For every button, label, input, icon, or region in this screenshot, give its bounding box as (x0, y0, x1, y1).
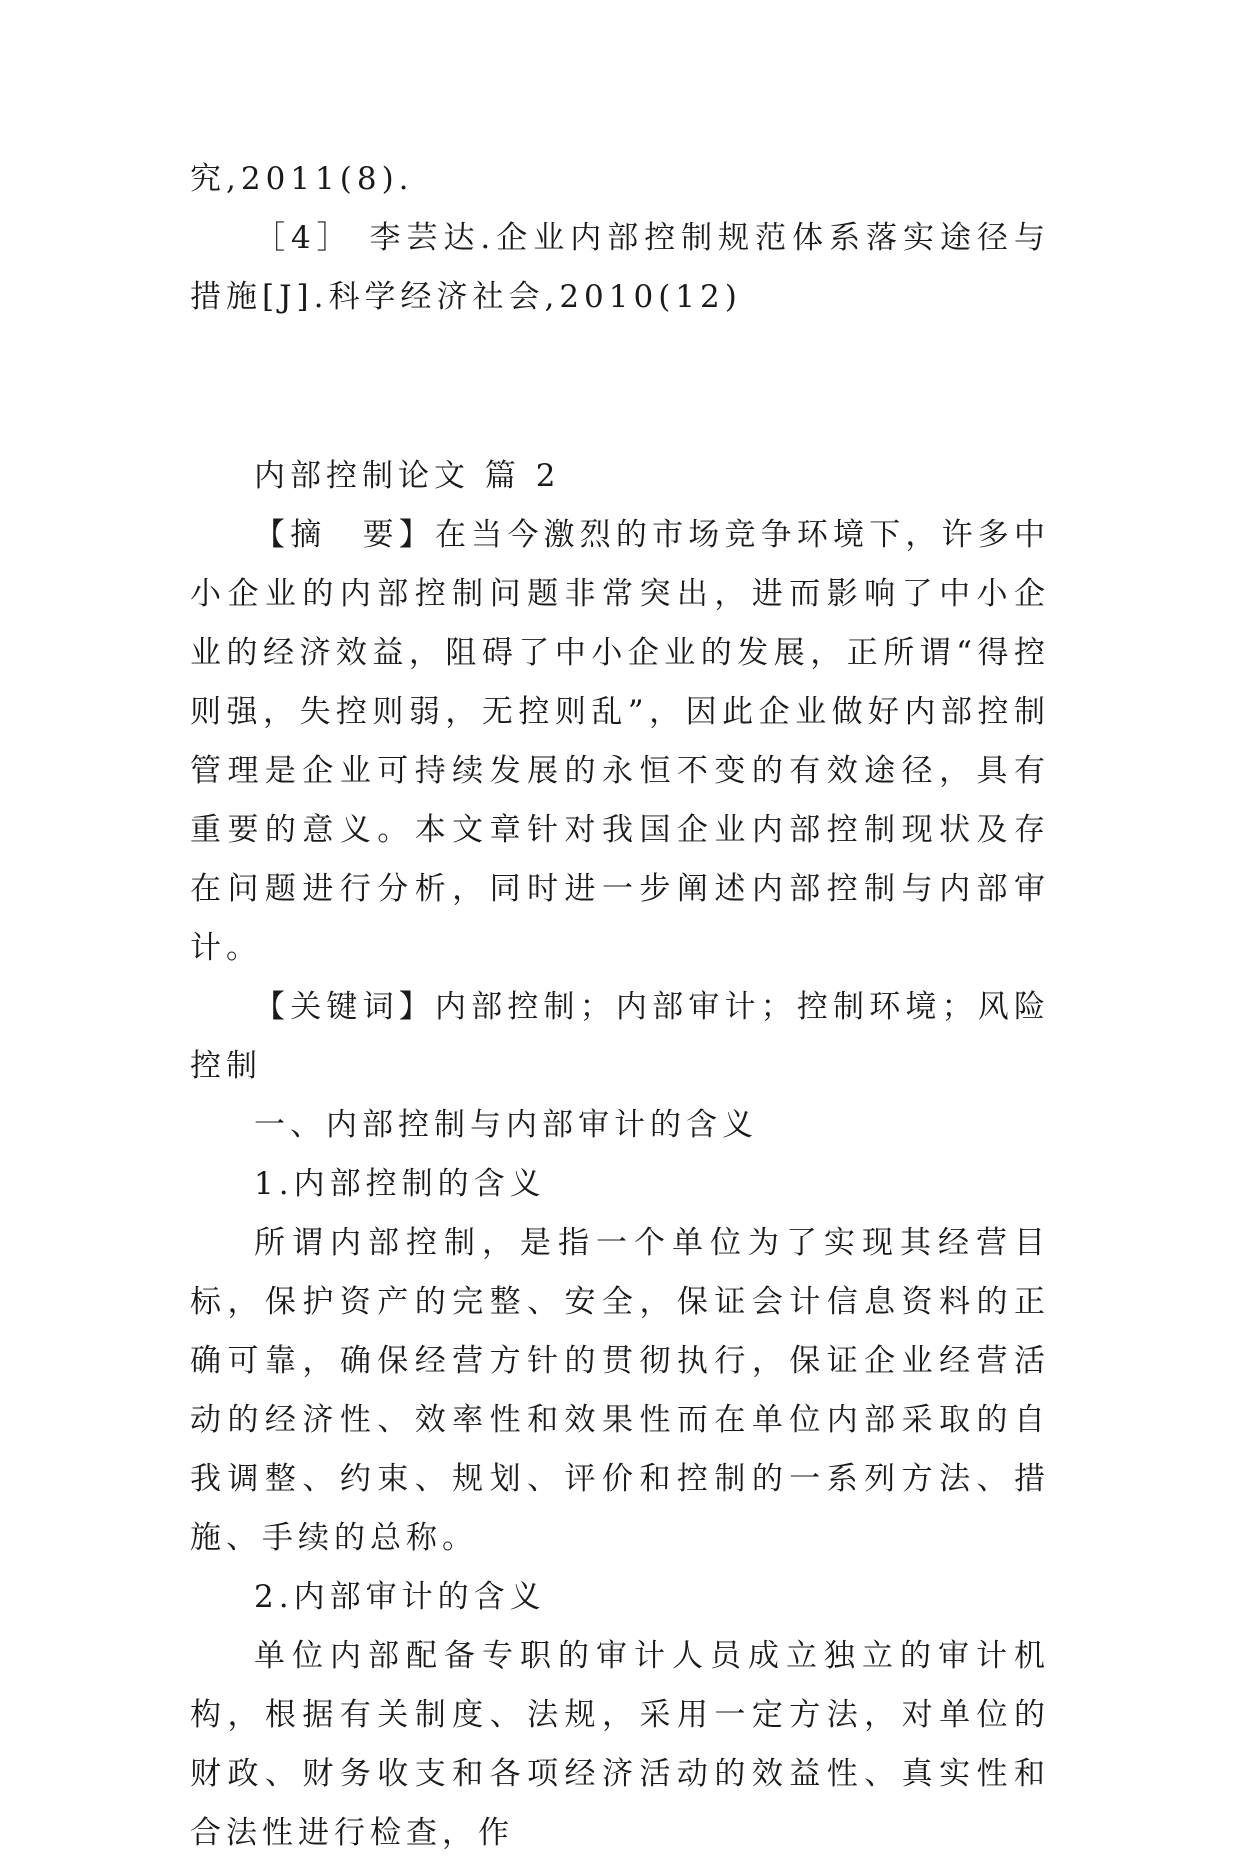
abstract-paragraph: 【摘 要】在当今激烈的市场竞争环境下，许多中小企业的内部控制问题非常突出，进而影响了中小企业的经济效益，阻碍了中小企业的发展，正所谓“得控则强，失控则弱，无控则乱”，因此企业做好内部控制管理是企业可持续发展的永恒不变的有效途径，具有重要的意义。本文章针对我国企业内部控制现状及存在问题进行分析，同时进一步阐述内部控制与内部审计。 (190, 517, 1050, 966)
subheading-internal-audit: 2.内部审计的含义 (254, 1579, 546, 1615)
reference-continuation: 究,2011(8). (190, 161, 414, 197)
reference-4: ［4］ 李芸达.企业内部控制规范体系落实途径与措施[J].科学经济社会,2010(12) (190, 220, 1050, 315)
keywords-line: 【关键词】内部控制；内部审计；控制环境；风险控制 (190, 989, 1050, 1084)
section-title: 内部控制论文 篇 2 (254, 458, 561, 494)
paragraph-internal-audit: 单位内部配备专职的审计人员成立独立的审计机构，根据有关制度、法规，采用一定方法，对单位的财政、财务收支和各项经济活动的效益性、真实性和合法性进行检查，作 (190, 1638, 1050, 1851)
document-page (190, 150, 1050, 1863)
paragraph-internal-control: 所谓内部控制，是指一个单位为了实现其经营目标，保护资产的完整、安全，保证会计信息资料的正确可靠，确保经营方针的贯彻执行，保证企业经营活动的经济性、效率性和效果性而在单位内部采取的自我调整、约束、规划、评价和控制的一系列方法、措施、手续的总称。 (190, 1225, 1050, 1556)
subheading-internal-control: 1.内部控制的含义 (254, 1166, 546, 1202)
section-gap (190, 327, 1050, 447)
heading-1: 一、内部控制与内部审计的含义 (254, 1107, 758, 1143)
